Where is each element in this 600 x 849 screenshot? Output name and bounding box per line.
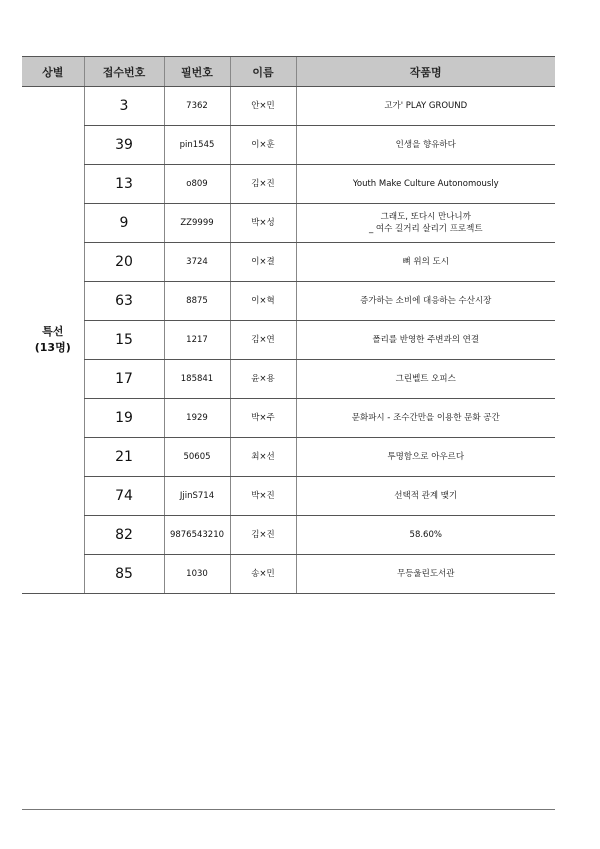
entry-no-cell: 39 — [84, 126, 164, 165]
pen-name-cell: JjinS714 — [164, 477, 230, 516]
award-category-count: (13명) — [34, 341, 71, 354]
table-row — [22, 555, 555, 594]
work-title-line: 폴리를 반영한 주변과의 연결 — [372, 335, 480, 345]
name-cell: 박×진 — [230, 477, 296, 516]
work-title-cell — [296, 360, 555, 399]
work-title-cell — [296, 204, 555, 243]
name-cell: 박×성 — [230, 204, 296, 243]
work-title-line: 58.60% — [409, 530, 442, 540]
entry-no-cell: 21 — [84, 438, 164, 477]
pen-name-cell: 8875 — [164, 282, 230, 321]
table-row — [22, 516, 555, 555]
entry-no-cell: 85 — [84, 555, 164, 594]
header-title: 작품명 — [296, 57, 555, 87]
pen-name-cell: ZZ9999 — [164, 204, 230, 243]
work-title-line: 증가하는 소비에 대응하는 수산시장 — [360, 296, 492, 306]
footer-divider — [22, 809, 555, 810]
table-row — [22, 165, 555, 204]
work-title-line: 선택적 관계 맺기 — [394, 491, 458, 501]
work-title-cell — [296, 555, 555, 594]
pen-name-cell: 1217 — [164, 321, 230, 360]
table-row — [22, 126, 555, 165]
entry-no-cell: 9 — [84, 204, 164, 243]
name-cell: 박×주 — [230, 399, 296, 438]
work-title-line: 고가' PLAY GROUND — [384, 101, 468, 111]
entry-no-cell: 82 — [84, 516, 164, 555]
name-cell: 윤×용 — [230, 360, 296, 399]
pen-name-cell: pin1545 — [164, 126, 230, 165]
pen-name-cell: 185841 — [164, 360, 230, 399]
pen-name-cell: 3724 — [164, 243, 230, 282]
pen-name-cell: 1929 — [164, 399, 230, 438]
table-row — [22, 399, 555, 438]
pen-name-cell: 9876543210 — [164, 516, 230, 555]
work-title-cell — [296, 321, 555, 360]
name-cell: 최×선 — [230, 438, 296, 477]
name-cell: 안×민 — [230, 87, 296, 126]
work-title-line: 투명함으로 아우르다 — [387, 452, 465, 462]
entry-no-cell: 20 — [84, 243, 164, 282]
header-pen-name: 필번호 — [164, 57, 230, 87]
table-row — [22, 204, 555, 243]
work-title-cell — [296, 165, 555, 204]
work-title-cell — [296, 477, 555, 516]
header-entry-no: 접수번호 — [84, 57, 164, 87]
entry-no-cell: 17 — [84, 360, 164, 399]
entry-no-cell: 74 — [84, 477, 164, 516]
work-title-cell — [296, 243, 555, 282]
work-title-line: 그래도, 또다시 만나니까 — [380, 212, 471, 222]
work-title-line: 무등울린도서관 — [397, 569, 455, 579]
name-cell: 이×훈 — [230, 126, 296, 165]
work-title-cell — [296, 282, 555, 321]
table-row — [22, 438, 555, 477]
entry-no-cell: 63 — [84, 282, 164, 321]
table-row — [22, 243, 555, 282]
table-row — [22, 282, 555, 321]
award-category-cell — [22, 87, 84, 594]
entry-no-cell: 13 — [84, 165, 164, 204]
table-body — [22, 87, 555, 594]
pen-name-cell: 7362 — [164, 87, 230, 126]
name-cell: 김×연 — [230, 321, 296, 360]
work-title-cell — [296, 516, 555, 555]
work-title-line: _ 여수 길거리 살리기 프로젝트 — [368, 224, 483, 234]
work-title-line: 문화파시 - 조수간만을 이용한 문화 공간 — [351, 413, 500, 423]
awards-table — [22, 56, 555, 594]
name-cell: 김×진 — [230, 165, 296, 204]
entry-no-cell: 19 — [84, 399, 164, 438]
header-name: 이름 — [230, 57, 296, 87]
table-row — [22, 360, 555, 399]
pen-name-cell: 1030 — [164, 555, 230, 594]
work-title-cell — [296, 87, 555, 126]
work-title-cell — [296, 399, 555, 438]
work-title-cell — [296, 438, 555, 477]
table-row — [22, 477, 555, 516]
work-title-line: 인생을 향유하다 — [395, 140, 456, 150]
name-cell: 송×민 — [230, 555, 296, 594]
name-cell: 김×진 — [230, 516, 296, 555]
header-award: 상별 — [22, 57, 84, 87]
pen-name-cell: o809 — [164, 165, 230, 204]
work-title-cell — [296, 126, 555, 165]
table-row — [22, 87, 555, 126]
entry-no-cell: 3 — [84, 87, 164, 126]
name-cell: 이×혁 — [230, 282, 296, 321]
header-row — [22, 57, 555, 87]
name-cell: 이×결 — [230, 243, 296, 282]
award-category-name: 특선 — [42, 325, 64, 338]
table-row — [22, 321, 555, 360]
work-title-line: Youth Make Culture Autonomously — [352, 179, 499, 189]
work-title-line: 그린벨트 오피스 — [395, 374, 456, 384]
entry-no-cell: 15 — [84, 321, 164, 360]
work-title-line: 뼈 위의 도시 — [402, 257, 449, 267]
pen-name-cell: 50605 — [164, 438, 230, 477]
